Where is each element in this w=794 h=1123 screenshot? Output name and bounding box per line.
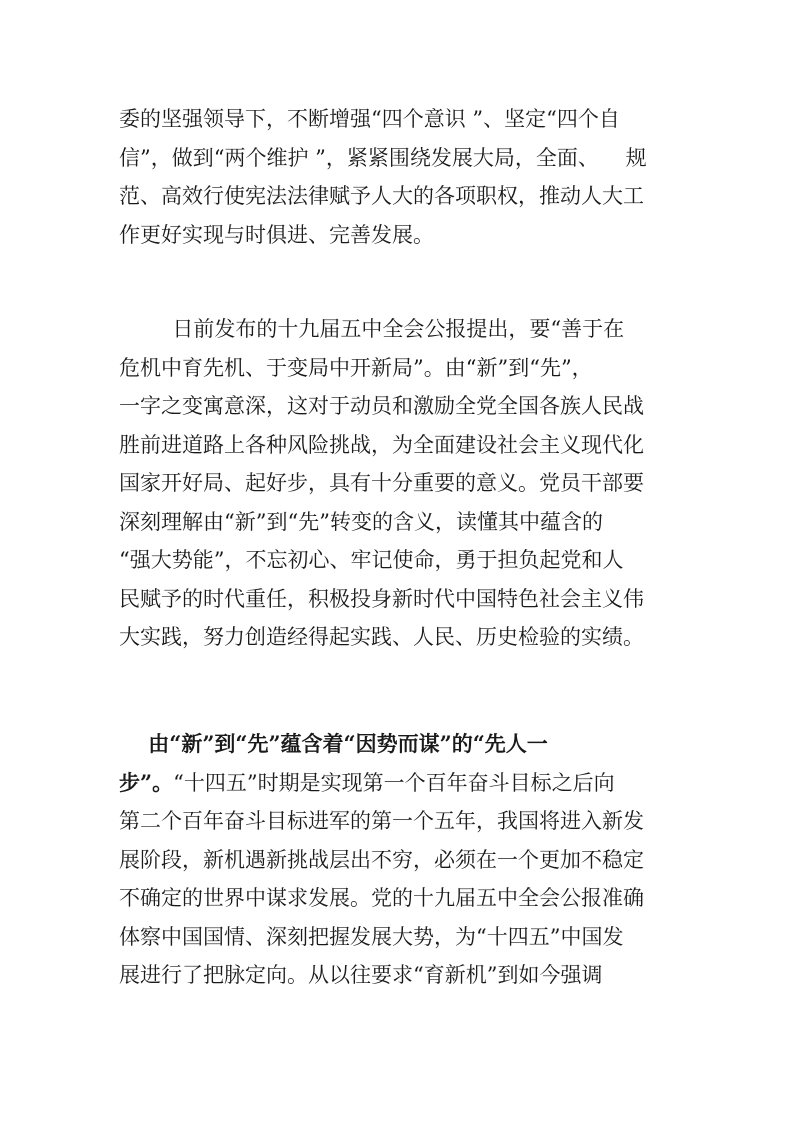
paragraph-line: 作更好实现与时俱进、完善发展。 (119, 222, 434, 247)
paragraph-line: 第二个百年奋斗目标进军的第一个五年，我国将进入新发 (119, 809, 644, 833)
paragraph-line: 国家开好局、起好步，具有十分重要的意义。党员干部要 (119, 471, 644, 495)
paragraph-line: 一字之变寓意深，这对于动员和激励全党全国各族人民战 (119, 394, 644, 418)
paragraph-line: 民赋予的时代重任，积极投身新时代中国特色社会主义伟 (119, 586, 644, 611)
paragraph-3 (119, 725, 679, 995)
paragraph-lead-text: 步”。 (119, 769, 174, 795)
paragraph-line: 信”，做到“两个维护 ”，紧紧围绕发展大局，全面、 规 (119, 145, 647, 170)
paragraph-line: 不确定的世界中谋求发展。党的十九届五中全会公报准确 (119, 886, 644, 910)
paragraph-2 (119, 310, 679, 657)
paragraph-line: 展阶段，新机遇新挑战层出不穷，必须在一个更加不稳定 (119, 847, 644, 872)
paragraph-line: 展进行了把脉定向。从以往要求“育新机”到如今强调 (119, 963, 603, 987)
paragraph-line: 日前发布的十九届五中全会公报提出，要“善于在 (119, 317, 625, 341)
paragraph-line: 危机中育先机、于变局中开新局”。由“新”到“先”， (119, 355, 593, 380)
paragraph-line: 体察中国国情、深刻把握发展大势，为“十四五”中国发 (119, 924, 624, 949)
paragraph-line: 委的坚强领导下，不断增强“四个意识 ”、坚定“四个自 (119, 107, 620, 131)
paragraph-lead-line: 由“新”到“先”蕴含着“因势而谋”的“先人一 (119, 731, 548, 756)
paragraph-line: 深刻理解由“新”到“先”转变的含义，读懂其中蕴含的 (119, 509, 603, 534)
paragraph-line: 范、高效行使宪法法律赋予人大的各项职权，推动人大工 (119, 184, 644, 208)
paragraph-line: “强大势能”，不忘初心、牢记使命，勇于担负起党和人 (119, 548, 624, 572)
paragraph-line: 大实践，努力创造经得起实践、人民、历史检验的实绩。 (119, 625, 644, 649)
paragraph-body-text: “十四五”时期是实现第一个百年奋斗目标之后向 (173, 770, 615, 795)
paragraph-mixed-line (119, 764, 679, 803)
paragraph-line: 胜前进道路上各种风险挑战，为全面建设社会主义现代化 (119, 432, 644, 457)
paragraph-1 (119, 100, 679, 254)
